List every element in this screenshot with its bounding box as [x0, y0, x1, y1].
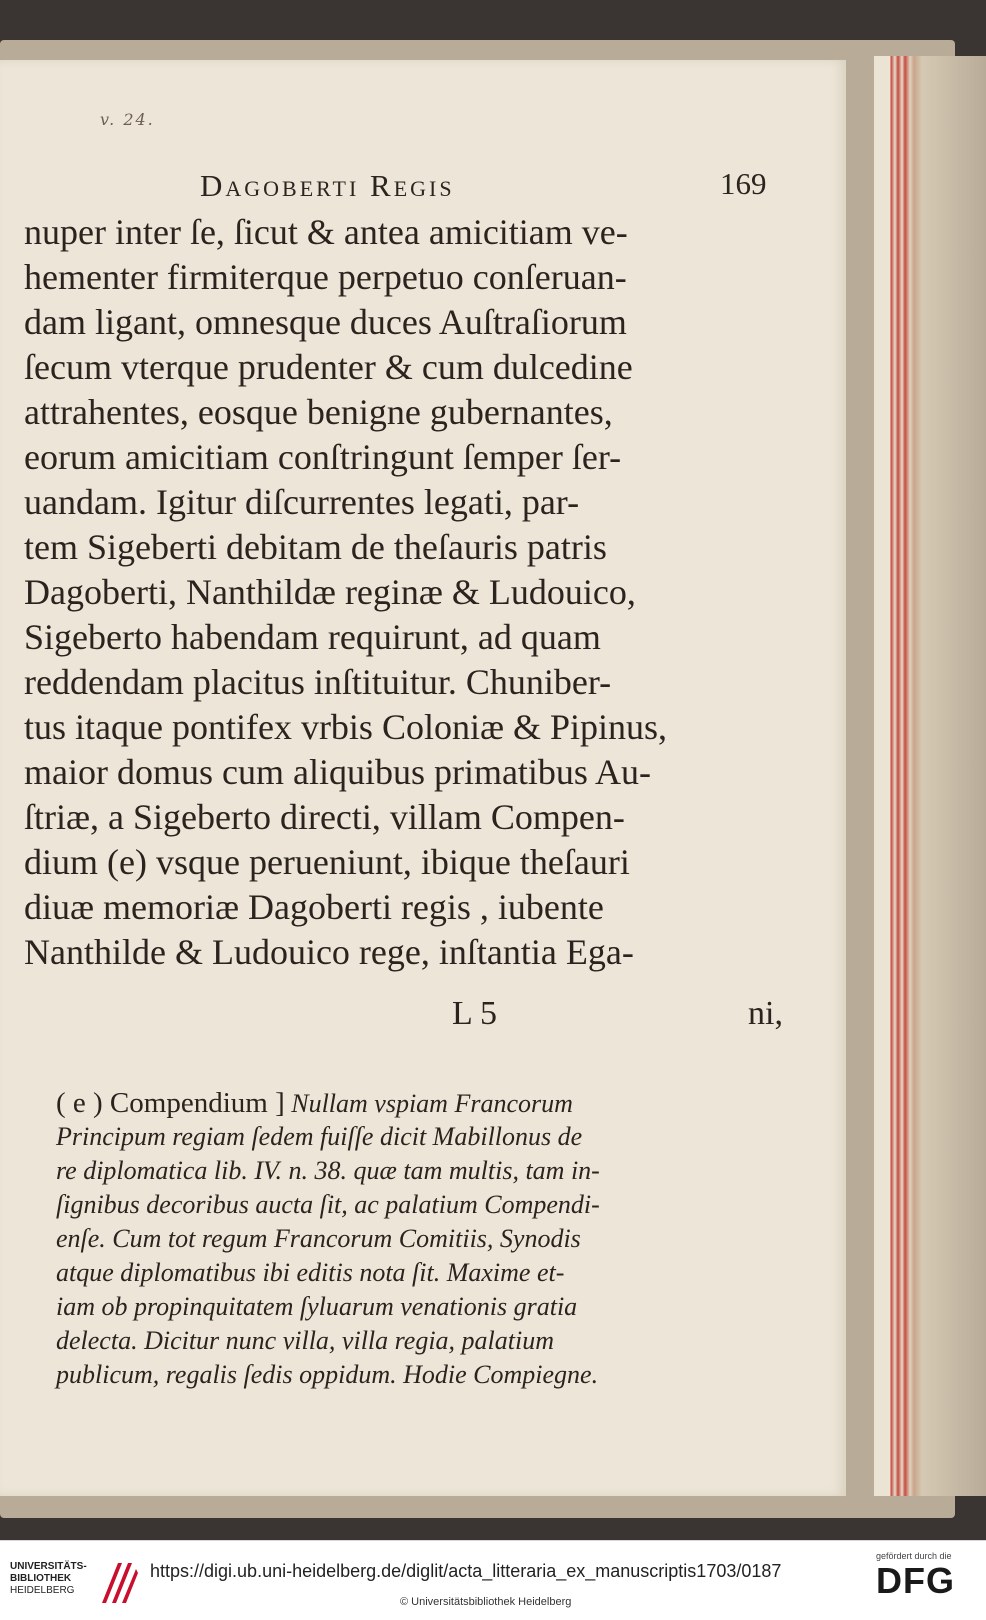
- handwritten-mark: v. 24.: [100, 110, 155, 129]
- body-line: dam ligant, omnesque duces Auſtraſiorum: [24, 302, 627, 342]
- body-line: hementer firmiterque perpetuo conſeruan-: [24, 257, 627, 297]
- body-line: diuæ memoriæ Dagoberti regis , iubente: [24, 887, 604, 927]
- body-line: attrahentes, eosque benigne gubernantes,: [24, 392, 613, 432]
- running-head: Dagoberti Regis: [200, 168, 455, 203]
- book-page: [0, 60, 846, 1496]
- footnote-line: enſe. Cum tot regum Francorum Comitiis, Synodis: [56, 1224, 581, 1253]
- footnote-line: Principum regiam ſedem fuiſſe dicit Mabillonus de: [56, 1122, 583, 1151]
- library-logo-text: UNIVERSITÄTS- BIBLIOTHEK HEIDELBERG: [10, 1561, 87, 1596]
- catchword: ni,: [748, 995, 783, 1032]
- body-line: reddendam placitus inſtituitur. Chuniber-: [24, 662, 612, 702]
- page-number: 169: [720, 166, 767, 201]
- footnote-line: [56, 1086, 806, 1120]
- body-line: Dagoberti, Nanthildæ reginæ & Ludouico,: [24, 572, 636, 612]
- body-line: Nanthilde & Ludouico rege, inſtantia Ega-: [24, 932, 634, 972]
- footnote-line: iam ob propinquitatem ſyluarum venationis gratia: [56, 1292, 578, 1321]
- body-line: dium (e) vsque perueniunt, ibique theſauri: [24, 842, 630, 882]
- footnote-lead: ( e ) Compendium ]: [56, 1087, 285, 1119]
- footnote-line: publicum, regalis ſedis oppidum. Hodie Compiegne.: [56, 1360, 599, 1389]
- footnote-line: atque diplomatibus ibi editis nota ſit. Maxime et-: [56, 1258, 565, 1287]
- dfg-logo[interactable]: DFG: [876, 1560, 955, 1601]
- copyright-notice: © Universitätsbibliothek Heidelberg: [400, 1596, 572, 1608]
- footnote-text: Nullam vspiam Francorum: [291, 1089, 573, 1118]
- body-line: tem Sigeberti debitam de theſauris patris: [24, 527, 607, 567]
- body-line: maior domus cum aliquibus primatibus Au-: [24, 752, 651, 792]
- body-line: uandam. Igitur diſcurrentes legati, par-: [24, 482, 580, 522]
- body-line: ſecum vterque prudenter & cum dulcedine: [24, 347, 633, 387]
- body-text: [24, 210, 784, 975]
- body-line: Sigeberto habendam requirunt, ad quam: [24, 617, 601, 657]
- funding-credit: [876, 1551, 976, 1601]
- body-line: tus itaque pontifex vrbis Coloniæ & Pipinus,: [24, 707, 668, 747]
- footnote: [56, 1086, 806, 1392]
- footnote-line: ſignibus decoribus aucta ſit, ac palatium Compendi-: [56, 1190, 600, 1219]
- body-line: eorum amicitiam conſtringunt ſemper ſer-: [24, 437, 622, 477]
- body-line: ſtriæ, a Sigeberto directi, villam Compen-: [24, 797, 625, 837]
- funding-label: gefördert durch die: [876, 1551, 952, 1561]
- library-emblem-icon: [98, 1559, 140, 1607]
- viewer-footer: [0, 1540, 986, 1620]
- body-line: nuper inter ſe, ſicut & antea amicitiam ve-: [24, 212, 628, 252]
- footnote-line: re diplomatica lib. IV. n. 38. quæ tam multis, tam in-: [56, 1156, 600, 1185]
- library-logo[interactable]: [10, 1559, 140, 1609]
- signature-mark: L 5: [452, 995, 498, 1032]
- page-edges-red: [874, 56, 986, 1496]
- footnote-line: delecta. Dicitur nunc villa, villa regia, palatium: [56, 1326, 554, 1355]
- permalink-url[interactable]: https://digi.ub.uni-heidelberg.de/diglit/acta_litteraria_ex_manuscriptis1703/0187: [150, 1561, 782, 1581]
